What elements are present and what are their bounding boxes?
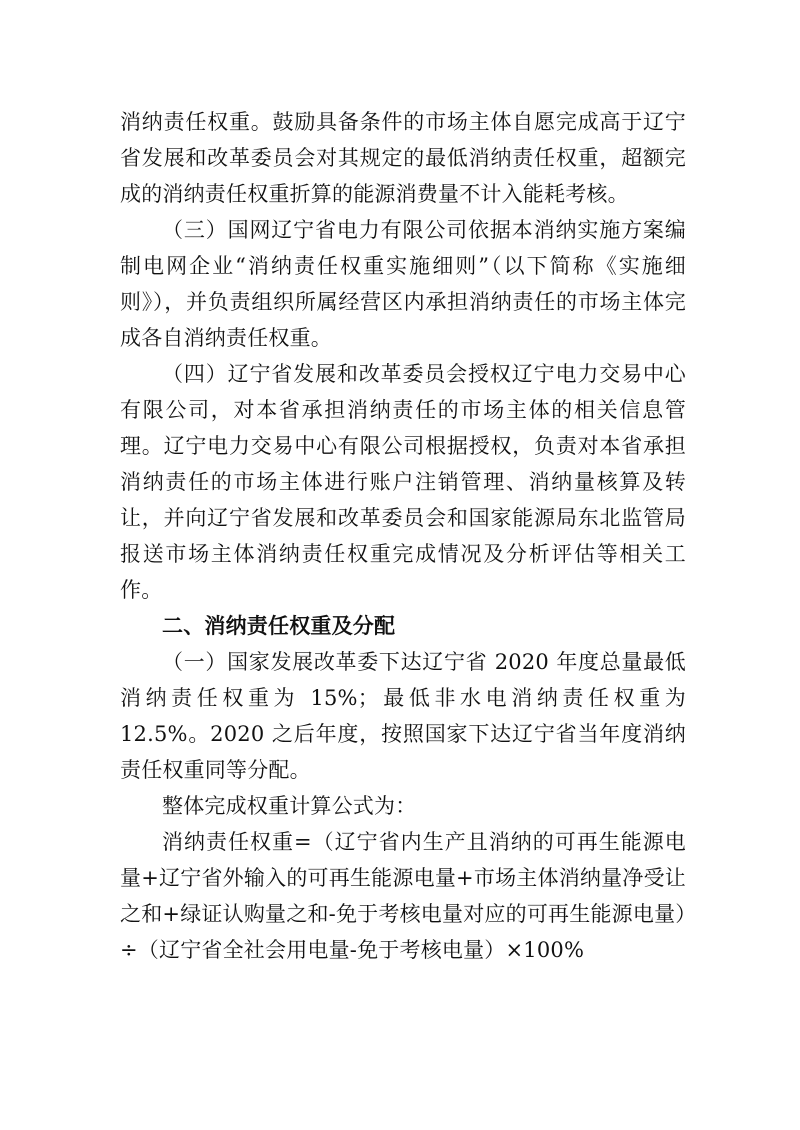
section-two-heading: 二、消纳责任权重及分配 <box>162 613 396 638</box>
formula-intro: 整体完成权重计算公式为： <box>162 794 417 818</box>
section-two-item-one-paragraph: （一）国家发展改革委下达辽宁省 2020 年度总量最低消纳责任权重为 15%；最低非水电消纳责任权重为 12.5%。2020 之后年度，按照国家下达辽宁省当年度消纳责任权重同等分配。 <box>120 650 686 782</box>
continuation-paragraph: 消纳责任权重。鼓励具备条件的市场主体自愿完成高于辽宁省发展和改革委员会对其规定的最低消纳责任权重，超额完成的消纳责任权重折算的能源消费量不计入能耗考核。 <box>120 110 686 206</box>
formula-paragraph: 消纳责任权重=（辽宁省内生产且消纳的可再生能源电量+辽宁省外输入的可再生能源电量+市场主体消纳量净受让之和+绿证认购量之和-免于考核电量对应的可再生能源电量）÷（辽宁省全社会用电量-免于考核电量）×100% <box>120 830 686 962</box>
item-four-paragraph: （四）辽宁省发展和改革委员会授权辽宁电力交易中心有限公司，对本省承担消纳责任的市场主体的相关信息管理。辽宁电力交易中心有限公司根据授权，负责对本省承担消纳责任的市场主体进行账户注销管理、消纳量核算及转让，并向辽宁省发展和改革委员会和国家能源局东北监管局报送市场主体消纳责任权重完成情况及分析评估等相关工作。 <box>120 362 686 602</box>
document-body <box>120 104 686 968</box>
item-three-paragraph: （三）国网辽宁省电力有限公司依据本消纳实施方案编制电网企业“消纳责任权重实施细则”（以下简称《实施细则》），并负责组织所属经营区内承担消纳责任的市场主体完成各自消纳责任权重。 <box>120 218 686 350</box>
